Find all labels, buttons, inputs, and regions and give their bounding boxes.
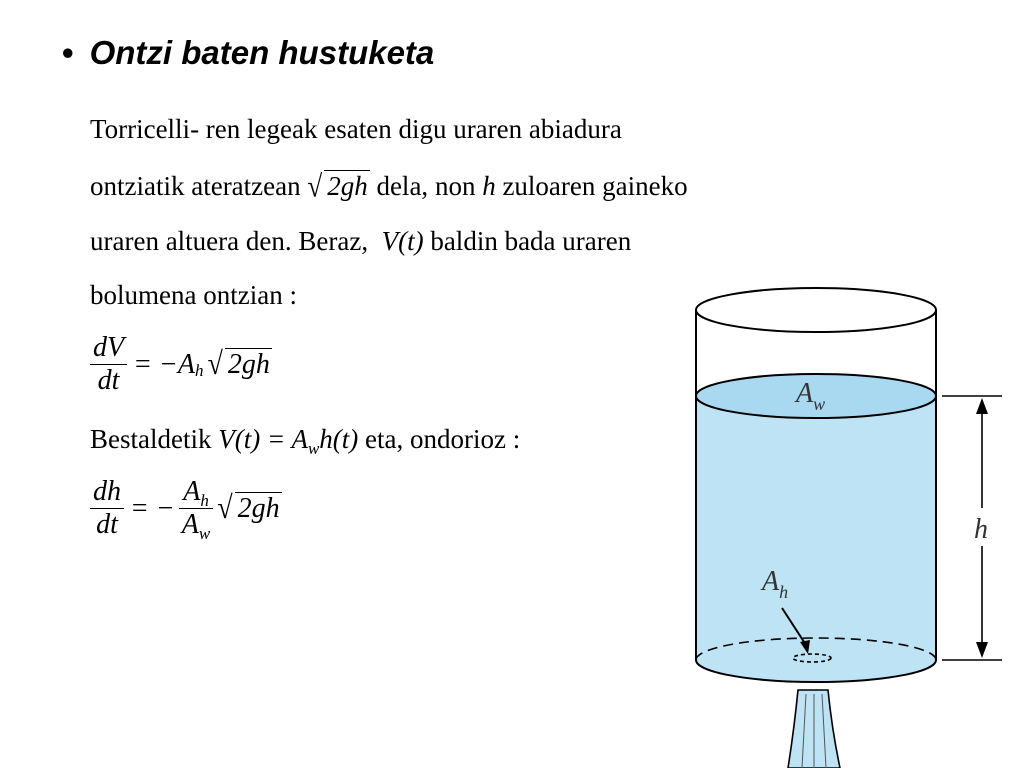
equation-rhs: = −A bbox=[133, 348, 196, 380]
line2-text-b: dela, bbox=[376, 171, 429, 201]
body-line-1: Torricelli- ren legeak esaten digu uraren abiadura bbox=[90, 114, 622, 144]
fraction-numerator: dV bbox=[93, 332, 125, 363]
body-line-4: bolumena ontzian : bbox=[90, 280, 297, 310]
fraction-Ah-Aw bbox=[179, 476, 213, 544]
line3-text-a: uraren altuera den. Beraz, bbox=[90, 226, 369, 256]
variable-h: h bbox=[482, 171, 496, 201]
title-text: Ontzi baten hustuketa bbox=[89, 34, 435, 71]
water-body bbox=[696, 396, 936, 682]
body-line-3 bbox=[90, 226, 631, 257]
line3-text-b: baldin bada uraren bbox=[430, 226, 632, 256]
arrow-down-icon bbox=[976, 642, 988, 658]
label-h: h bbox=[974, 514, 988, 545]
line5-text-c: ondorioz : bbox=[410, 424, 521, 454]
equation-dV-dt bbox=[90, 332, 272, 397]
equation-eq-sign: = − bbox=[130, 492, 175, 524]
equation-inline-2: h(t) bbox=[319, 424, 359, 454]
sqrt-radicand: 2gh bbox=[324, 170, 370, 202]
slide-title bbox=[62, 34, 434, 72]
sqrt-expression: √ 2gh bbox=[307, 168, 368, 204]
tank-diagram bbox=[690, 270, 1020, 768]
fraction-denominator: dt bbox=[97, 365, 120, 397]
symbol-A: A bbox=[183, 476, 201, 507]
fraction-dh-dt bbox=[90, 476, 124, 541]
label-Aw: $A_w$ bbox=[796, 378, 826, 414]
line5-text-b: eta, bbox=[365, 424, 404, 454]
equation-inline: V(t) = A bbox=[218, 424, 308, 454]
symbol-A: A bbox=[181, 509, 199, 541]
line2-text-a: ontziatik ateratzean bbox=[90, 171, 301, 201]
variable-V: V bbox=[381, 226, 399, 256]
fraction-numerator: dh bbox=[93, 476, 121, 507]
bullet-icon: • bbox=[62, 34, 74, 71]
subscript-w: w bbox=[198, 524, 211, 544]
line2-text-c: non bbox=[434, 171, 476, 201]
sqrt-expression: √ 2gh bbox=[207, 346, 270, 383]
subscript-h: h bbox=[200, 491, 209, 510]
fraction-denominator: dt bbox=[96, 509, 118, 541]
subscript-h: h bbox=[195, 360, 204, 380]
arrow-up-icon bbox=[976, 398, 988, 414]
line2-text-d: zuloaren gaineko bbox=[502, 171, 688, 201]
tank-top-rim bbox=[696, 288, 936, 332]
fraction-denominator bbox=[179, 509, 213, 544]
fraction-dV-dt bbox=[90, 332, 127, 397]
body-line-2 bbox=[90, 170, 688, 202]
label-Ah: $A_h$ bbox=[762, 566, 789, 602]
sqrt-expression: √ 2gh bbox=[217, 490, 280, 527]
fraction-numerator bbox=[180, 476, 212, 508]
body-line-5 bbox=[90, 424, 521, 458]
line5-text-a: Bestaldetik bbox=[90, 424, 212, 454]
sqrt-radicand: 2gh bbox=[235, 492, 282, 525]
subscript-w: w bbox=[307, 439, 320, 458]
equation-dh-dt bbox=[90, 476, 282, 544]
sqrt-radicand: 2gh bbox=[225, 348, 272, 381]
variable-t: (t) bbox=[398, 226, 424, 256]
